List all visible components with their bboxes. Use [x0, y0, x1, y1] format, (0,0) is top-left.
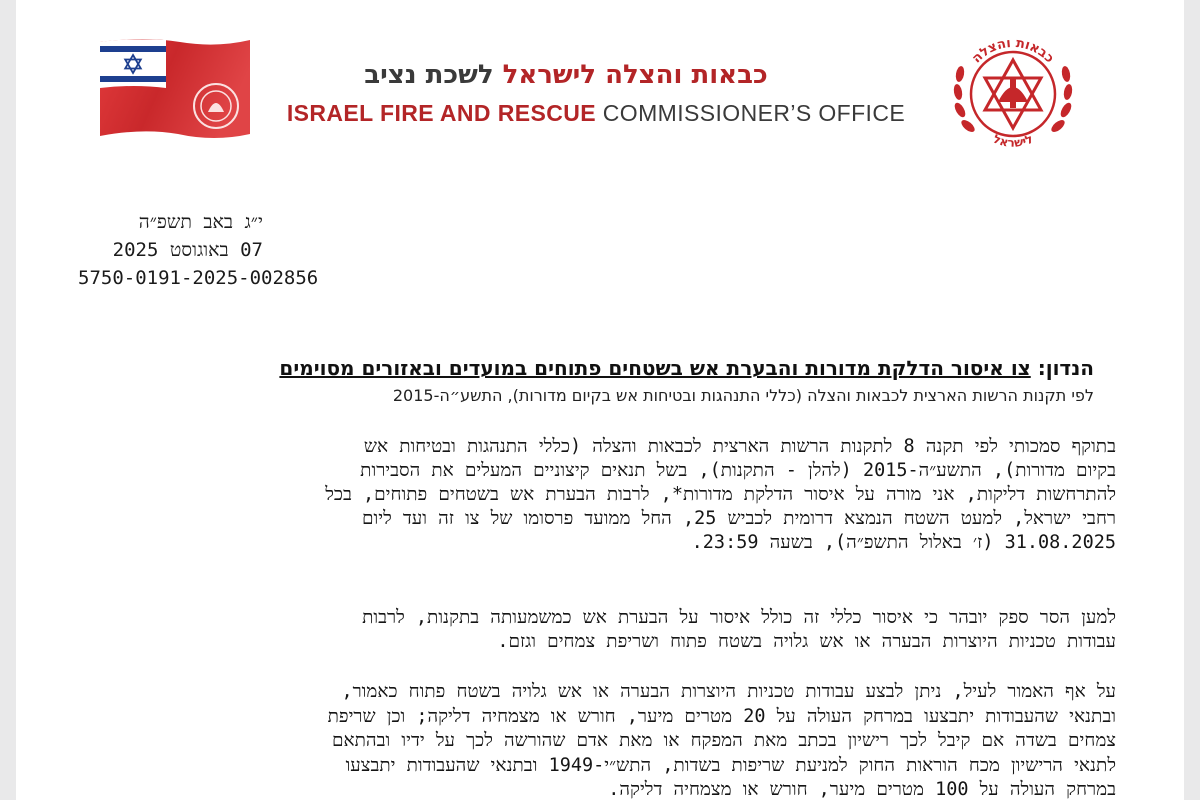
paragraph-line: לתנאי הרישיון מכח הוראות החוק למניעת שריפות בשדות, התש״י-1949 ובתנאי שהעבודות יתבצעו: [345, 754, 1116, 776]
paragraph-line: ובתנאי שהעבודות יתבצעו במרחק העולה על 20 מטרים מיער, חורש או מצמחיה דליקה; וכן שריפת: [327, 705, 1116, 727]
header-title-english: [286, 100, 906, 127]
fire-rescue-seal-logo: [938, 22, 1088, 162]
subject-title: צו איסור הדלקת מדורות והבערת אש בשטחים פתוחים במועדים ובאזורים מסוימים: [279, 356, 1031, 380]
paragraph-line: עבודות טכניות היוצרות הבערה או אש גלויה בשטח פתוח ושריפת צמחים וגזם.: [497, 631, 1116, 652]
paragraph-line: רחבי ישראל, למעט השטח הנמצא דרומית לכביש 25, החל ממועד פרסומו של צו זה ועד ליום: [361, 508, 1116, 529]
israel-flag-logo: [94, 34, 254, 142]
subject-line: [76, 356, 1094, 380]
header-title-hebrew: [346, 60, 786, 90]
paragraph-1: [72, 435, 1116, 555]
subject-subline: לפי תקנות הרשות הארצית לכבאות והצלה (כללי התנהגות ובטיחות אש בקיום מדורות), התשע״ה-2015: [392, 386, 1094, 405]
paragraph-line: במרחק העולה על 100 מטרים מיער, חורש או מצמחיה דליקה.: [608, 779, 1116, 800]
seal-top-text: כבאות והצלה: [969, 35, 1057, 67]
svg-text:לישראל: [991, 132, 1035, 150]
reference-number: 5750-0191-2025-002856: [78, 267, 319, 289]
header-title-english-gray: COMMISSIONER’S OFFICE: [602, 100, 906, 126]
subject-label: הנדון:: [1037, 356, 1094, 380]
letter-meta: [78, 208, 318, 292]
paragraph-line: בקיום מדורות), התשע״ה-2015 (להלן - התקנות), בשל תנאים קיצוניים המעלים את הסבירות: [360, 460, 1116, 481]
paragraph-2: [72, 606, 1116, 654]
paragraph-line: 31.08.2025 (ז׳ באלול התשפ״ה), בשעה 23:59.: [691, 532, 1116, 553]
paragraph-line: בתוקף סמכותי לפי תקנה 8 לתקנות הרשות הארצית לכבאות והצלה (כללי התנהגות ובטיחות אש: [363, 436, 1116, 457]
document-page: [16, 0, 1184, 800]
header-title-hebrew-gray: לשכת נציב: [364, 60, 494, 90]
header-title-english-red: ISRAEL FIRE AND RESCUE: [286, 100, 596, 126]
paragraph-line: על אף האמור לעיל, ניתן לבצע עבודות טכניות היוצרות הבערה או אש גלויה בשטח פתוח כאמור,: [341, 681, 1116, 702]
paragraph-line: למען הסר ספק יובהר כי איסור כללי זה כולל איסור על הבערת אש כמשמעותה בתקנות, לרבות: [362, 607, 1116, 628]
header-title-hebrew-red: כבאות והצלה לישראל: [502, 60, 768, 90]
hebrew-date: י״ג באב תשפ״ה: [138, 211, 263, 233]
paragraph-line: להתרחשות דליקות, אני מורה על איסור הדלקת מדורות*, לרבות הבערת אש בשטחים פתוחים, בכל: [325, 484, 1116, 505]
gregorian-date: 07 באוגוסט 2025: [112, 239, 263, 261]
seal-bottom-text: לישראל: [990, 131, 1036, 150]
paragraph-line: צמחים בשדה אם קיבל לכך רישיון בכתב מאת המפקח או מאת אדם שהורשה לכך על ידיו ובהתאם: [332, 730, 1116, 751]
paragraph-3: [72, 680, 1116, 800]
